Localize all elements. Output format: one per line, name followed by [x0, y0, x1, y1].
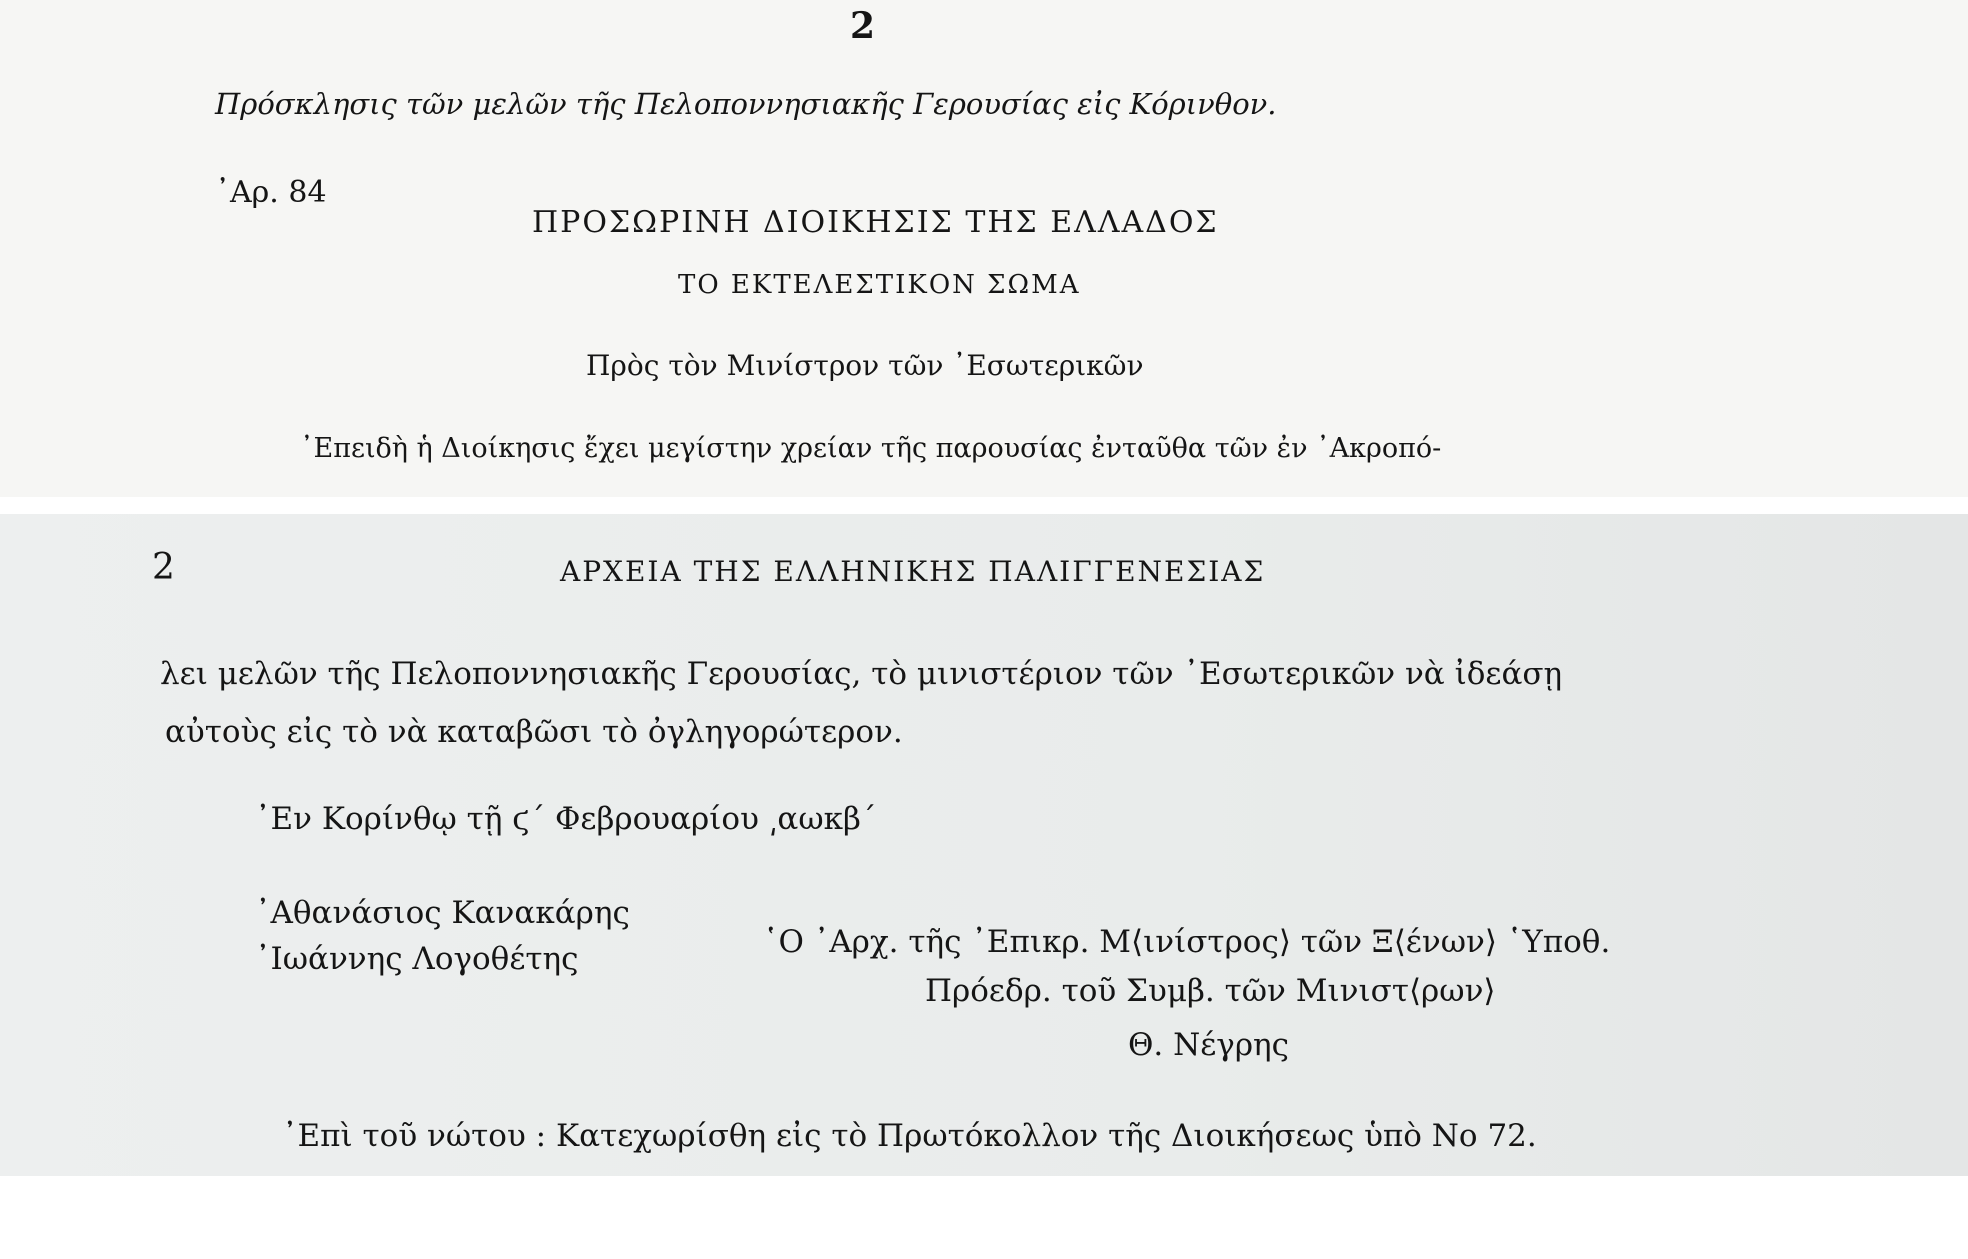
- top-page-scan: [0, 0, 1968, 497]
- document-number: ᾿Αρ. 84: [215, 175, 327, 210]
- signatory-logothetis: ᾿Ιωάννης Λογοθέτης: [255, 941, 579, 977]
- issuing-body: ΤΟ ΕΚΤΕΛΕΣΤΙΚΟΝ ΣΩΜΑ: [678, 270, 1081, 300]
- letter-text-line-1: λει μελῶν τῆς Πελοποννησιακῆς Γερουσίας, τὸ μινιστέριον τῶν ᾿Εσωτερικῶν νὰ ἰδεάσῃ: [160, 656, 1563, 692]
- addressee: Πρὸς τὸν Μινίστρον τῶν ᾿Εσωτερικῶν: [586, 349, 1144, 382]
- bottom-page-scan: [0, 514, 1968, 1176]
- endorsement-note: ᾿Επὶ τοῦ νώτου : Κατεχωρίσθη εἰς τὸ Πρωτόκολλον τῆς Διοικήσεως ὑπὸ Νο 72.: [282, 1118, 1537, 1154]
- signature-title-line-2: Πρόεδρ. τοῦ Συμβ. τῶν Μινιστ⟨ρων⟩: [925, 973, 1496, 1009]
- document-heading: Πρόσκλησις τῶν μελῶν τῆς Πελοποννησιακῆς Γερουσίας εἰς Κόρινθον.: [215, 87, 1277, 121]
- letter-opening-line: ᾿Επειδὴ ἡ Διοίκησις ἔχει μεγίστην χρείαν τῆς παρουσίας ἐνταῦθα τῶν ἐν ᾿Ακροπό-: [300, 433, 1442, 464]
- issuing-authority: ΠΡΟΣΩΡΙΝΗ ΔΙΟΙΚΗΣΙΣ ΤΗΣ ΕΛΛΑΔΟΣ: [532, 205, 1219, 240]
- signatory-kanakaris: ᾿Αθανάσιος Κανακάρης: [255, 895, 630, 931]
- running-head: ΑΡΧΕΙΑ ΤΗΣ ΕΛΛΗΝΙΚΗΣ ΠΑΛΙΓΓΕΝΕΣΙΑΣ: [560, 555, 1266, 588]
- bottom-page-number: 2: [152, 547, 175, 588]
- place-and-date: ᾿Εν Κορίνθῳ τῇ ϛ´ Φεβρουαρίου ͵αωκβ´: [255, 801, 877, 837]
- top-page-number: 2: [850, 5, 876, 47]
- signature-negris: Θ. Νέγρης: [1128, 1027, 1289, 1063]
- letter-text-line-2: αὐτοὺς εἰς τὸ νὰ καταβῶσι τὸ ὀγληγορώτερον.: [165, 714, 903, 750]
- signature-title-line-1: ῾Ο ᾿Αρχ. τῆς ᾿Επικρ. Μ⟨ινίστρος⟩ τῶν Ξ⟨ένων⟩ ῾Υποθ.: [763, 924, 1611, 960]
